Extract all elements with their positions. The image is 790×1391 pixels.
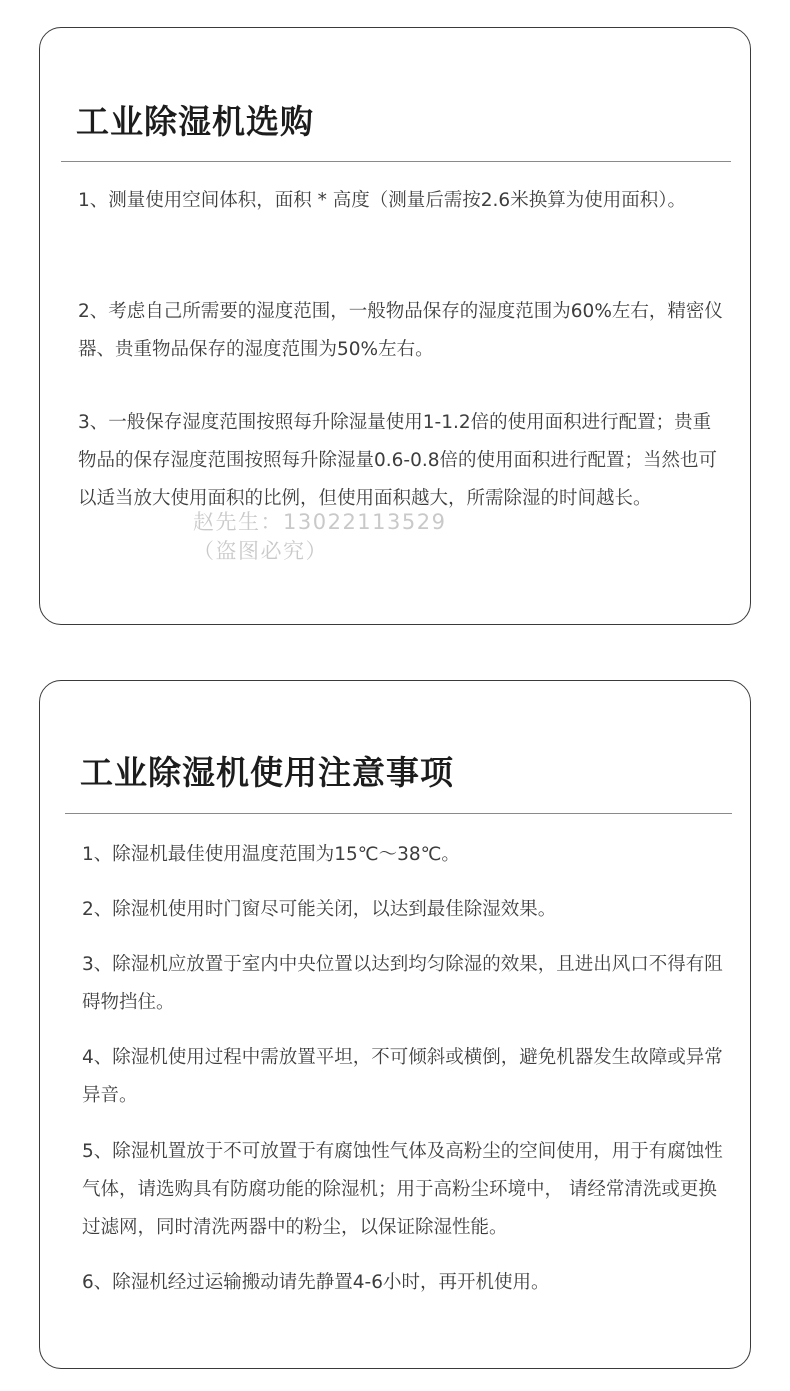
title-divider: [65, 813, 732, 814]
purchase-tip-3: 3、一般保存湿度范围按照每升除湿量使用1-1.2倍的使用面积进行配置；贵重物品的保存湿度范围按照每升除湿量0.6-0.8倍的使用面积进行配置；当然也可以适当放大使用面积的比例，但使用面积越大，所需除湿的时间越长。: [78, 412, 718, 509]
title-divider: [61, 161, 731, 162]
usage-note-3: 3、除湿机应放置于室内中央位置以达到均匀除湿的效果，且进出风口不得有阻碍物挡住。: [82, 954, 723, 1013]
purchase-tip-1: 1、测量使用空间体积，面积 * 高度（测量后需按2.6米换算为使用面积）。: [78, 190, 686, 211]
usage-note-4: 4、除湿机使用过程中需放置平坦，不可倾斜或横倒，避免机器发生故障或异常异音。: [82, 1047, 723, 1106]
usage-note-6: 6、除湿机经过运输搬动请先静置4-6小时，再开机使用。: [82, 1272, 550, 1293]
usage-note-1: 1、除湿机最佳使用温度范围为15℃～38℃。: [82, 844, 460, 865]
contact-watermark: [193, 508, 446, 566]
usage-notes-card: [39, 680, 751, 1369]
purchase-tip-2: 2、考虑自己所需要的湿度范围，一般物品保存的湿度范围为60%左右，精密仪器、贵重物品保存的湿度范围为50%左右。: [78, 301, 723, 360]
watermark-contact-line: 赵先生：13022113529: [193, 510, 447, 534]
watermark-notice-line: （盗图必究）: [193, 539, 328, 563]
purchase-guide-title: 工业除湿机选购: [76, 102, 314, 141]
usage-note-2: 2、除湿机使用时门窗尽可能关闭，以达到最佳除湿效果。: [82, 899, 557, 920]
usage-notes-title: 工业除湿机使用注意事项: [80, 753, 454, 792]
usage-note-5: 5、除湿机置放于不可放置于有腐蚀性气体及高粉尘的空间使用，用于有腐蚀性气体，请选购具有防腐功能的除湿机；用于高粉尘环境中， 请经常清洗或更换过滤网，同时清洗两器中的粉尘，以保证除湿性能。: [82, 1141, 723, 1238]
